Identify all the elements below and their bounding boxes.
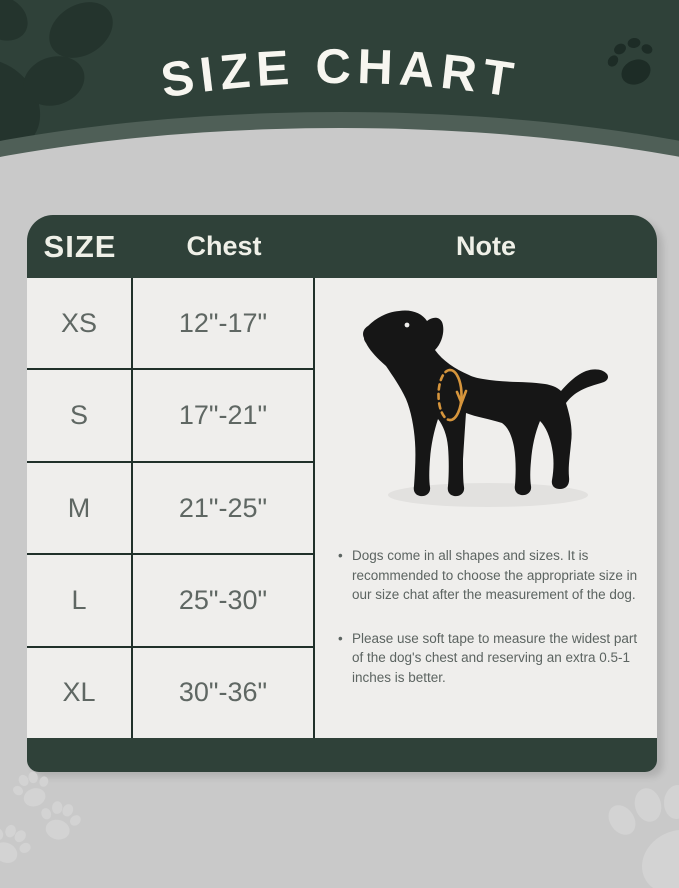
- note-bullet: • Please use soft tape to measure the widest part of the dog's chest and reserving an extra 0.5-1 inches is better.: [337, 629, 645, 688]
- size-cell: XL: [62, 677, 96, 708]
- chest-cell: 21"-25": [133, 463, 313, 555]
- paw-icon: [38, 798, 84, 844]
- hero-banner: [0, 0, 679, 250]
- header-cell-note: Note: [456, 231, 516, 261]
- note-column: [315, 278, 657, 738]
- header-cell-size: SIZE: [43, 228, 117, 264]
- table-header-row: [27, 215, 657, 278]
- size-cell: S: [27, 370, 131, 462]
- notes-list: [337, 546, 645, 711]
- size-cell: M: [27, 463, 131, 555]
- dog-silhouette: [363, 310, 608, 496]
- size-cell: XS: [27, 278, 131, 370]
- header-cell-chest: Chest: [186, 231, 262, 261]
- chest-cell: 25"-30": [133, 555, 313, 647]
- table-body: [27, 278, 657, 738]
- chest-cell: 12"-17": [133, 278, 313, 370]
- paw-icon: [0, 822, 34, 868]
- dog-illustration: [323, 288, 653, 533]
- size-table: [27, 215, 657, 772]
- dog-eye: [405, 323, 410, 328]
- svg-text:SIZE CHART: [157, 40, 522, 108]
- table-footer-bar: [27, 738, 657, 772]
- page-title: [0, 0, 679, 150]
- chest-cell: 30"-36": [178, 677, 268, 708]
- chest-column: [133, 278, 315, 738]
- size-column: [27, 278, 133, 738]
- note-bullet: • Dogs come in all shapes and sizes. It is recommended to choose the appropriate size in our size chat after the measurement of the dog.: [337, 546, 645, 605]
- paw-icon: [596, 778, 679, 888]
- size-cell: L: [27, 555, 131, 647]
- chest-cell: 17"-21": [133, 370, 313, 462]
- page-title-text: SIZE CHART: [157, 39, 523, 109]
